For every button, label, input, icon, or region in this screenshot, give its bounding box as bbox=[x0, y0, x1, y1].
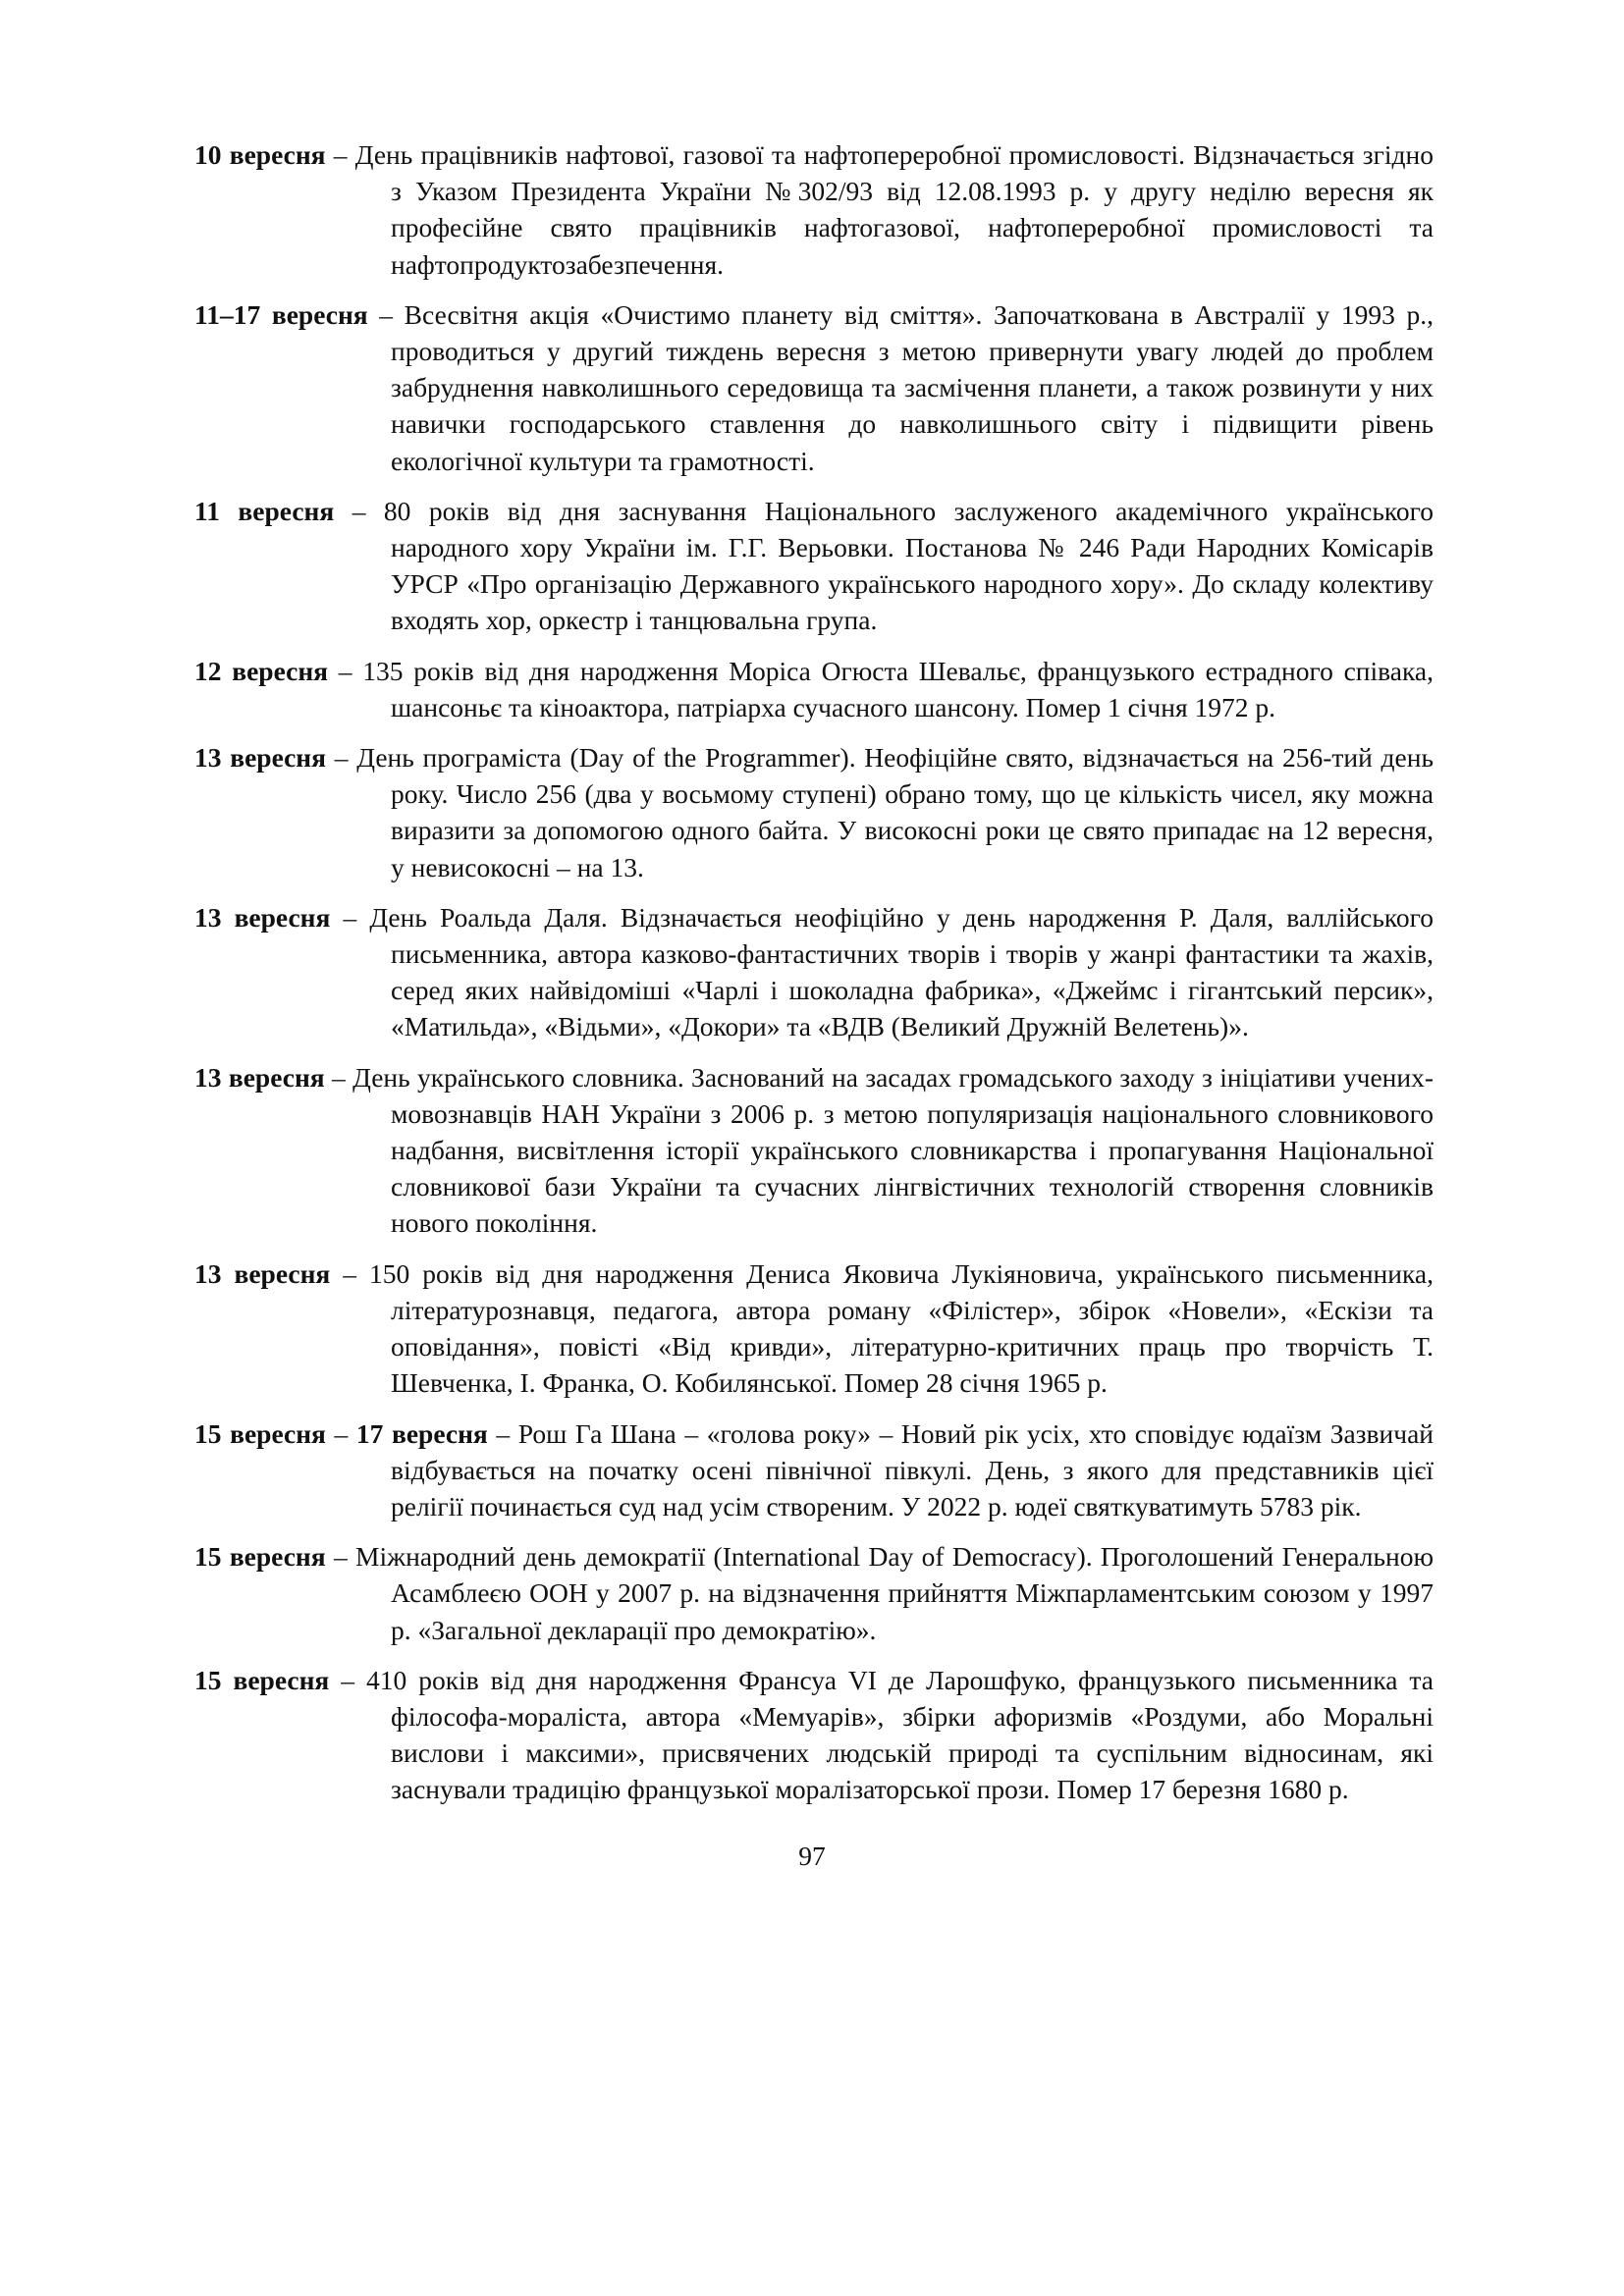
entry-text: – Рош Га Шана – «голова року» – Новий рік усіх, хто сповідує юдаїзм Зазвичай відбувається на початку осені північної півкулі. День, з якого для представників цієї релігії починається суд над усім створеним. У 2022 р. юдеї святкуватимуть 5783 рік. bbox=[391, 1417, 1434, 1522]
calendar-entry bbox=[194, 899, 1434, 1045]
entry-text: – День українського словника. Заснований на засадах громадського заходу з ініціативи учених-мовознавців НАН України з 2006 р. з метою популяризація національного словникового надбання, висвітлення історії українського словникарства і пропагування Національної словникової бази України та сучасних лінгвістичних технологій створення словників нового покоління. bbox=[324, 1061, 1434, 1239]
calendar-entry bbox=[194, 493, 1434, 639]
entry-date-end: 17 вересня bbox=[355, 1417, 488, 1449]
calendar-entry bbox=[194, 1538, 1434, 1648]
entry-date: 13 вересня bbox=[194, 742, 327, 774]
document-body bbox=[194, 136, 1434, 1822]
calendar-entry bbox=[194, 1059, 1434, 1242]
calendar-entry bbox=[194, 136, 1434, 283]
calendar-entry bbox=[194, 1662, 1434, 1808]
entry-date: 15 вересня bbox=[194, 1541, 326, 1573]
page-number: 97 bbox=[798, 1841, 826, 1871]
calendar-entry bbox=[194, 1415, 1434, 1525]
entry-text: – 135 років від дня народження Моріса Огюста Шевальє, французького естрадного співака, шансоньє та кіноактора, патріарха сучасного шансону. Помер 1 січня 1972 р. bbox=[328, 655, 1434, 722]
entry-date: 13 вересня bbox=[194, 901, 331, 933]
entry-text: – 80 років від дня заснування Національного заслуженого академічного українського народного хору України ім. Г.Г. Верьовки. Постанова № 246 Ради Народних Комісарів УРСР «Про організацію Державного українського народного хору». До складу колективу входять хор, оркестр і танцювальна група. bbox=[334, 495, 1434, 636]
entry-text: – День Роальда Даля. Відзначається неофіційно у день народження Р. Даля, валлійського письменника, автора казково-фантастичних творів і творів у жанрі фантастики та жахів, серед яких найвідоміші «Чарлі і шоколадна фабрика», «Джеймс і гігантський персик», «Матильда», «Відьми», «Докори» та «ВДВ (Великий Дружній Велетень)». bbox=[330, 901, 1434, 1042]
entry-date: 11 вересня bbox=[194, 495, 335, 526]
calendar-entry bbox=[194, 739, 1434, 885]
entry-text: – День працівників нафтової, газової та нафтопереробної промисловості. Відзначається згідно з Указом Президента України №302/93 від 12.08.1993 р. у другу неділю вересня як професійне свято працівників нафтогазової, нафтопереробної промисловості та нафтопродуктозабезпечення. bbox=[325, 139, 1434, 280]
entry-date-separator: – bbox=[325, 1417, 356, 1449]
entry-text: – Всесвітня акція «Очистимо планету від сміття». Започаткована в Австралії у 1993 р., проводиться у другий тиждень вересня з метою привернути увагу людей до проблем забруднення навколишнього середовища та засмічення планети, а також розвинути у них навички господарського ставлення до навколишнього світу і підвищити рівень екологічної культури та грамотності. bbox=[367, 298, 1434, 476]
calendar-entry bbox=[194, 653, 1434, 725]
entry-date: 13 вересня bbox=[194, 1257, 331, 1289]
entry-text: – Міжнародний день демократії (International Day of Democracy). Проголошений Генеральною Асамблеєю ООН у 2007 р. на відзначення прийняття Міжпарламентським союзом у 1997 р. «Загальної декларації про демократію». bbox=[325, 1541, 1434, 1645]
entry-date: 10 вересня bbox=[194, 139, 326, 170]
entry-text: – 150 років від дня народження Дениса Яковича Лукіяновича, українського письменника, літературознавця, педагога, автора роману «Філістер», збірок «Новели», «Ескізи та оповідання», повісті «Від кривди», літературно-критичних праць про творчість Т. Шевченка, І. Франка, О. Кобилянської. Помер 28 січня 1965 р. bbox=[330, 1257, 1434, 1399]
entry-text: – 410 років від дня народження Франсуа VI де Ларошфуко, французького письменника та філософа-мораліста, автора «Мемуарів», збірки афоризмів «Роздуми, або Моральні вислови і максими», присвячених людській природі та суспільним відносинам, які заснували традицію французької моралізаторської прози. Помер 17 березня 1680 р. bbox=[329, 1664, 1434, 1805]
entry-date: 12 вересня bbox=[194, 655, 329, 686]
entry-text: – День програміста (Day of the Programmer). Неофіційне свято, відзначається на 256-тий день року. Число 256 (два у восьмому ступені) обрано тому, що це кількість чисел, яку можна виразити за допомогою одного байта. У високосні роки це свято припадає на 12 вересня, у невисокосні – на 13. bbox=[326, 742, 1434, 882]
entry-date: 13 вересня bbox=[194, 1061, 325, 1093]
entry-date: 15 вересня bbox=[194, 1417, 326, 1449]
entry-date: 11–17 вересня bbox=[194, 298, 368, 330]
entry-date: 15 вересня bbox=[194, 1664, 330, 1695]
calendar-entry bbox=[194, 1255, 1434, 1402]
calendar-entry bbox=[194, 296, 1434, 479]
